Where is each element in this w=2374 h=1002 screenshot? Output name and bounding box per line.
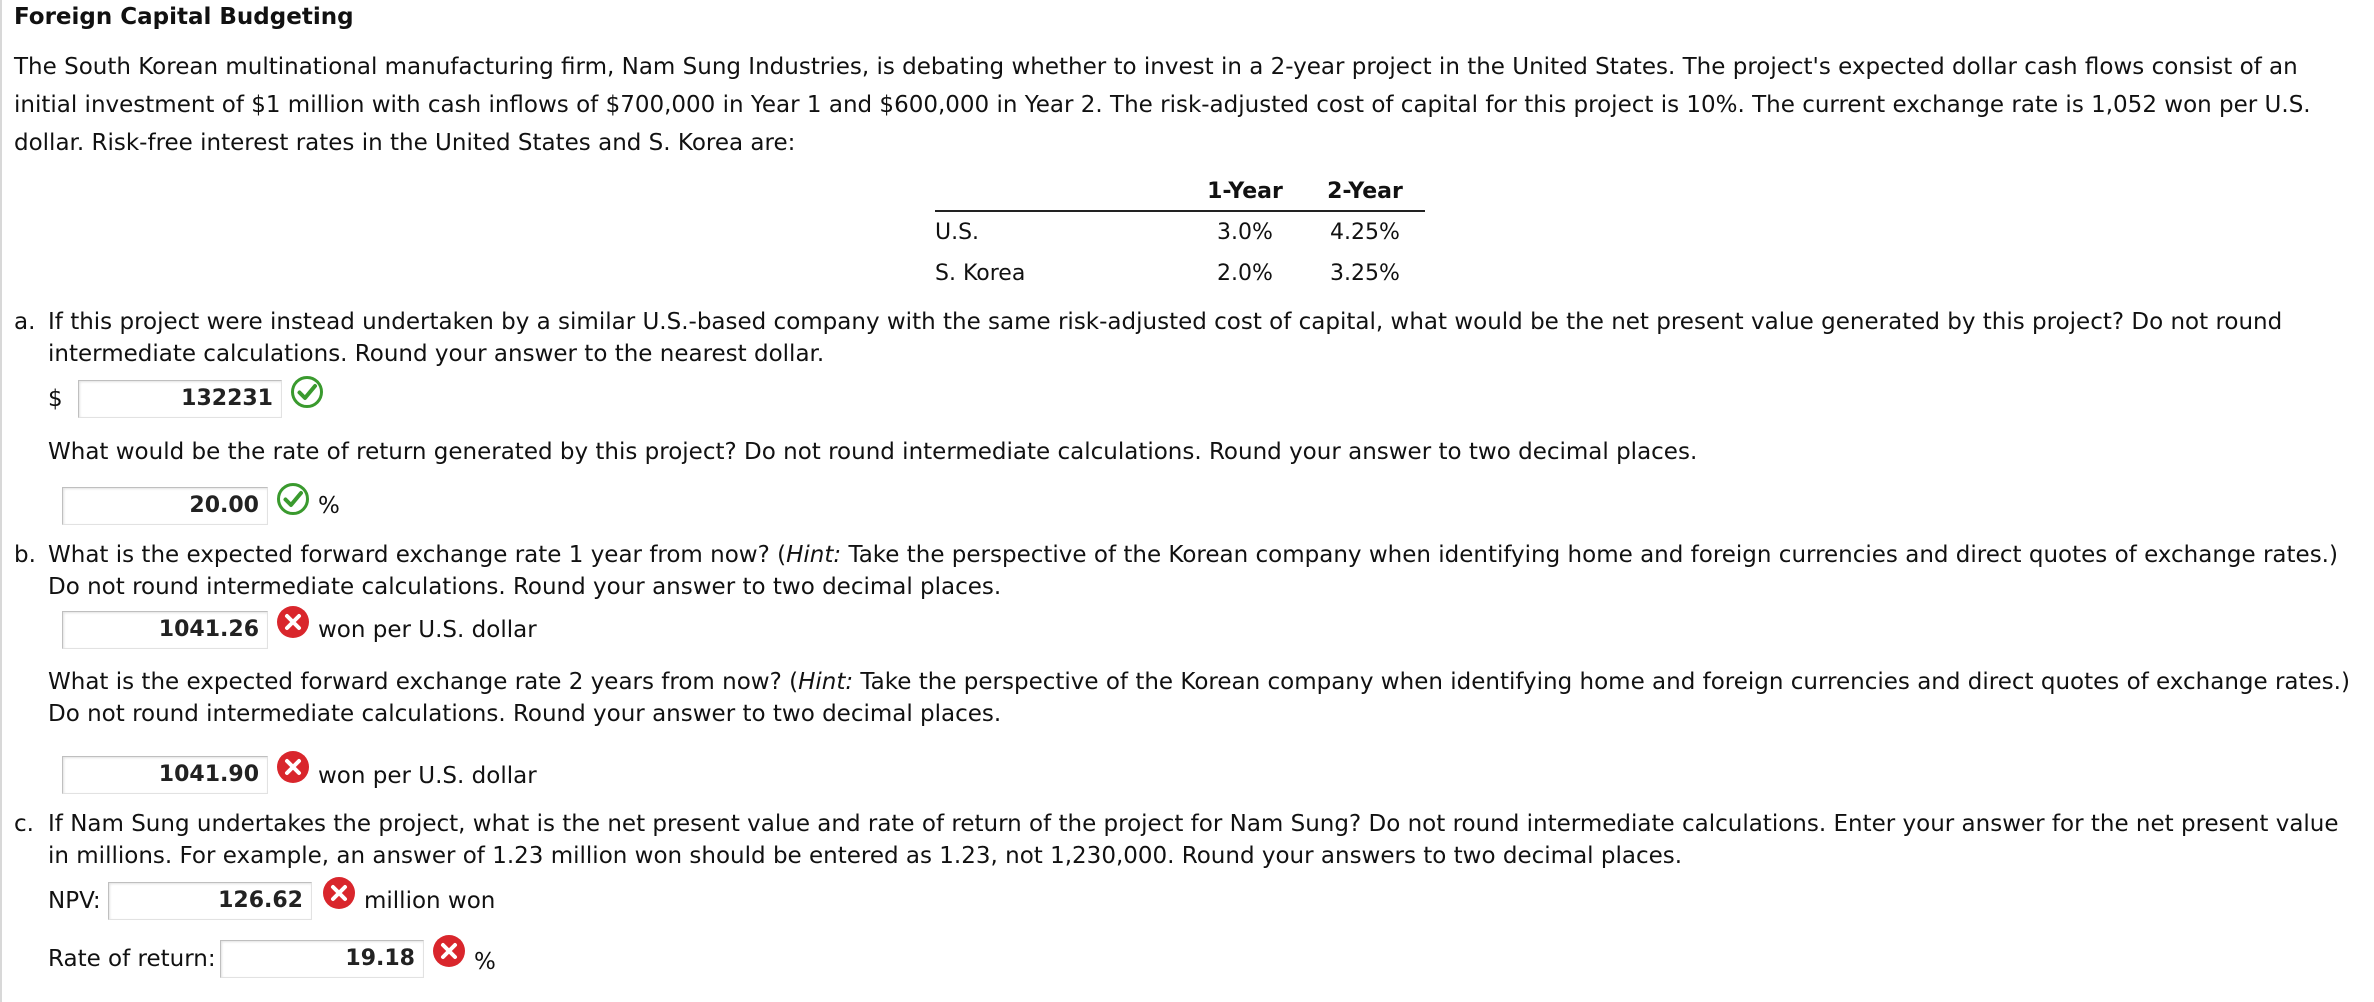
part-b-hint-label: Hint: <box>786 542 842 568</box>
rates-cell-1-year: 2.0% <box>1217 261 1273 286</box>
part-b-forward-2-input[interactable]: 1041.90 <box>62 756 268 794</box>
part-b-question-2-post: Take the perspective of the Korean company when identifying home and foreign currencies and direct quotes of exchange rates.) Do not round intermediate calculations. Round your answer to two decimal places. <box>48 669 2350 727</box>
correct-check-icon <box>276 482 310 516</box>
part-b-forward-2-unit: won per U.S. dollar <box>318 763 537 789</box>
incorrect-x-icon <box>322 876 356 910</box>
part-a-ror-input[interactable]: 20.00 <box>62 487 268 525</box>
rates-header-1-year: 1-Year <box>1185 172 1305 211</box>
rates-cell-2-year: 3.25% <box>1330 261 1400 286</box>
incorrect-x-icon <box>276 750 310 784</box>
part-a-question-2: What would be the rate of return generated by this project? Do not round intermediate calculations. Round your answer to two decimal places. <box>48 439 1698 465</box>
part-a-npv-prefix: $ <box>48 386 63 412</box>
rates-row-label: U.S. <box>935 220 980 245</box>
part-c-question: If Nam Sung undertakes the project, what is the net present value and rate of return of the project for Nam Sung? Do not round intermediate calculations. Enter your answer for the net present value in millions. For example, an answer of 1.23 million won should be entered as 1.23, not 1,230,000. Round your answers to two decimal places. <box>48 811 2339 869</box>
part-c-npv-label: NPV: <box>48 888 101 914</box>
part-b-question-post: Take the perspective of the Korean company when identifying home and foreign currencies and direct quotes of exchange rates.) Do not round intermediate calculations. Round your answer to two decimal places. <box>48 542 2338 600</box>
part-c-ror-label: Rate of return: <box>48 946 216 972</box>
table-row <box>935 253 1425 294</box>
part-c-npv-input[interactable]: 126.62 <box>108 882 312 920</box>
part-c-letter: c. <box>14 811 34 837</box>
part-b-question-pre: What is the expected forward exchange rate 1 year from now? ( <box>48 542 787 568</box>
part-c-npv-unit: million won <box>364 888 496 914</box>
part-b-question <box>48 539 2360 603</box>
part-b-forward-1-unit: won per U.S. dollar <box>318 617 537 643</box>
rates-table <box>935 172 1425 294</box>
part-a-npv-input[interactable]: 132231 <box>78 380 282 418</box>
rates-row-label: S. Korea <box>935 261 1026 286</box>
rates-table-header-row <box>935 172 1425 211</box>
rates-cell-1-year: 3.0% <box>1217 220 1273 245</box>
incorrect-x-icon <box>432 934 466 968</box>
part-c-ror-input[interactable]: 19.18 <box>220 940 424 978</box>
part-b-question-2 <box>48 666 2360 730</box>
part-b-hint-label-2: Hint: <box>798 669 854 695</box>
part-b-forward-1-input[interactable]: 1041.26 <box>62 611 268 649</box>
part-c-ror-unit: % <box>474 949 496 975</box>
incorrect-x-icon <box>276 605 310 639</box>
part-b-letter: b. <box>14 542 36 568</box>
rates-header-2-year: 2-Year <box>1305 172 1425 211</box>
part-a-ror-unit: % <box>318 493 340 519</box>
rates-cell-2-year: 4.25% <box>1330 220 1400 245</box>
rates-header-blank <box>935 172 1185 211</box>
part-b-question-2-pre: What is the expected forward exchange rate 2 years from now? ( <box>48 669 799 695</box>
table-row <box>935 211 1425 253</box>
part-a-question: If this project were instead undertaken by a similar U.S.-based company with the same risk-adjusted cost of capital, what would be the net present value generated by this project? Do not round intermediate calculations. Round your answer to the nearest dollar. <box>48 309 2283 367</box>
correct-check-icon <box>290 375 324 409</box>
page-title: Foreign Capital Budgeting <box>14 4 354 30</box>
problem-intro: The South Korean multinational manufacturing firm, Nam Sung Industries, is debating whether to invest in a 2-year project in the United States. The project's expected dollar cash flows consist of an initial investment of $1 million with cash inflows of $700,000 in Year 1 and $600,000 in Year 2. The risk-adjusted cost of capital for this project is 10%. The current exchange rate is 1,052 won per U.S. dollar. Risk-free interest rates in the United States and S. Korea are: <box>14 54 2311 156</box>
part-a-letter: a. <box>14 309 36 335</box>
